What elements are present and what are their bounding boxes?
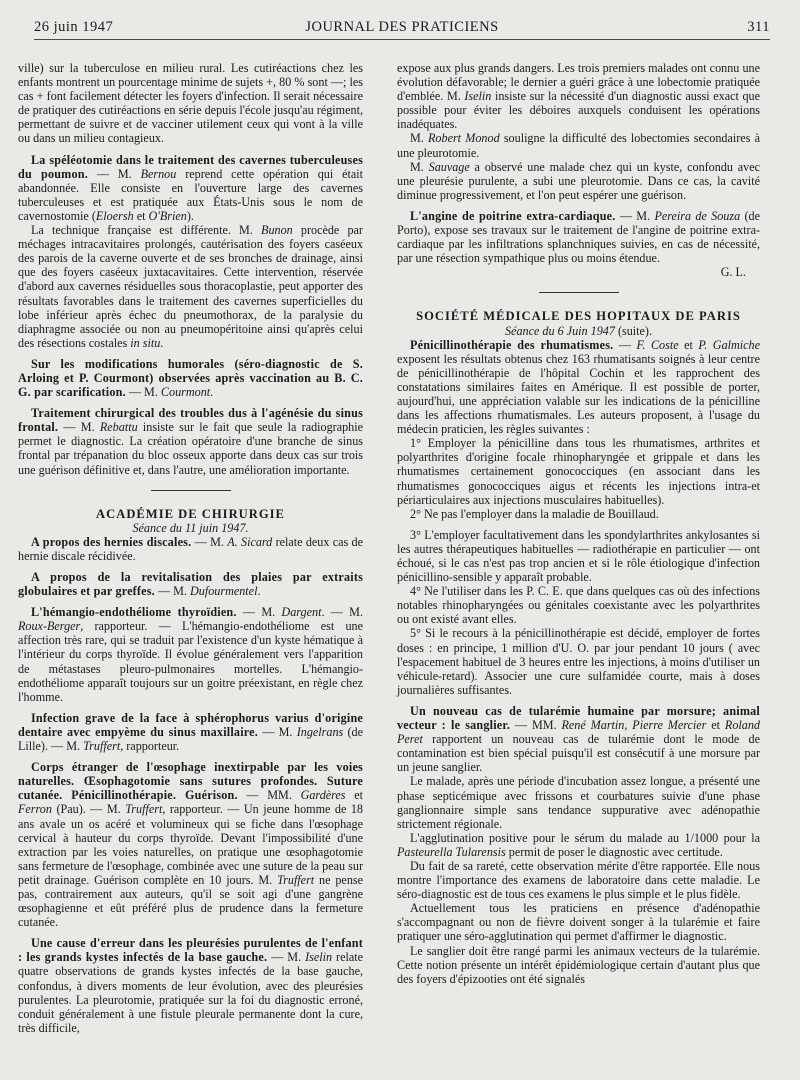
paragraph: M. Sauvage a observé une malade chez qui un kyste, confondu avec une pleurésie purulente, a subi une pleurotomie. Dans ce cas, la cavité diminue progressivement, et l'on peut espérer une guérison. — [397, 159, 760, 202]
paragraph: M. Robert Monod souligne la difficulté des lobectomies secondaires à une pleurotomie. — [397, 131, 760, 160]
article-title: Pénicillinothérapie des rhumatismes. — [410, 337, 614, 352]
rule-item: 3° L'employer facultativement dans les spondylarthrites ankylosantes si les autres thérapeutiques habituelles — radiothérapie en particulier — ont échoué, si le cas n'est pas trop ancien et si le rôle étiologique d'infection pénicillino-sensible y apparaît probable. — [397, 527, 760, 585]
section-divider — [539, 292, 619, 293]
author-name: Iselin — [464, 89, 492, 104]
author-name: Iselin — [305, 950, 333, 965]
article-infection: Infection grave de la face à sphérophorus varius d'origine dentaire avec empyème du sinus maxillaire. — M. Ingelrans (de Lille). — M. Truffert, rapporteur. — [18, 710, 364, 754]
section-title-societe: SOCIÉTÉ MÉDICALE DES HOPITAUX DE PARIS — [416, 309, 741, 324]
author-name: Pereira de Souza — [654, 208, 741, 223]
author-name: Bernou — [140, 166, 177, 181]
author-name: Dargent — [281, 605, 322, 620]
article-speleotomie: La spéléotomie dans le traitement des cavernes tuberculeuses du poumon. — M. Bernou reprend cette opération qui était abandonnée. Elle consiste en l'ouverture large des cavernes tuberculeuses et est pratiquée aux États-Unis sous le nom de cavernostomie (Eloersh et O'Brien). — [18, 152, 364, 223]
author-name: René Martin — [561, 718, 625, 733]
rule-item: 4° Ne l'utiliser dans les P. C. E. que dans quelques cas où des infections notables rhinopharyngées ou génitales coexistante avec les polyarthrites ou ont existé avant elles. — [397, 584, 760, 627]
article-title: Un nouveau cas de tularémie humaine par morsure; animal vecteur : le sanglier. — [397, 703, 760, 733]
reference-name: Eloersh — [95, 208, 134, 223]
article-title: L'angine de poitrine extra-cardiaque. — [410, 208, 616, 223]
paragraph: Le malade, après une période d'incubation assez longue, a présenté une phase septicémique avec frissons et courbatures suivie d'une phase ganglionnaire simple sans tendance suppurative avec adénopathie strictement régionale. — [397, 774, 760, 831]
running-head — [34, 17, 770, 40]
author-name: Truffert — [277, 872, 315, 887]
article-sinus: Traitement chirurgical des troubles dus à l'agénésie du sinus frontal. — M. Rebattu insiste sur le fait que seule la radiographie permet le diagnostic. La création opératoire d'une branche de sinus frontal par trépanation du bloc osseux apporte dans deux cas sur trois une guérison définitive et, dans l'autre, une amélioration importante. — [18, 406, 364, 477]
organism-name: Pasteurella Tularensis — [397, 844, 506, 859]
article-title: L'hémangio-endothéliome thyroïdien. — [31, 605, 237, 620]
journal-title: JOURNAL DES PRATICIENS — [305, 19, 499, 35]
author-name: Ingelrans — [296, 724, 344, 739]
article-title: Infection grave de la face à sphérophorus varius d'origine dentaire avec empyème du sinus maxillaire. — [18, 710, 363, 739]
paragraph: La technique française est différente. M. Bunon procède par méchages intracavitaires prolongés, cautérisation des foyers caséeux des parois de la caverne ouverte et de ses bronches de drainage, ainsi que des foyers caséeux juxtacavitaires. Cette intervention, réservée d'abord aux cavernes résiduelles sous thoracoplastie, peut apporter des résultats favorables dans le traitement des cavernes superficielles du lobe inférieur après échec du pneumothorax, de la paralysie du diaphragme associée ou non au pneumopéritoine ainsi qu'après celui des résections costales in situ. — [18, 223, 363, 350]
paragraph: Actuellement tous les praticiens en présence d'adénopathie s'accompagnant ou non de fièvre doivent songer à la tularémie et faire pratiquer une séro-agglutination qui permet d'affirmer le diagnostic. — [397, 901, 760, 944]
article-title: Corps étranger de l'œsophage inextirpable par les voies naturelles. Œsophagotomie sans sutures profondes. Suture cutanée. Pénicillinothérapie. Guérison. — [18, 760, 363, 803]
article-title: Traitement chirurgical des troubles dus à l'agénésie du sinus frontal. — [18, 406, 363, 435]
article-angine: L'angine de poitrine extra-cardiaque. — M. Pereira de Souza (de Porto), expose ses travaux sur le traitement de l'angine de poitrine extra-cardiaque par les infiltrations splanchniques suivies, en cas de nécessité, par une résection sympathique plus ou moins étendue. — [397, 208, 761, 266]
author-name: Pierre Mercier — [632, 718, 707, 733]
article-oesophage: Corps étranger de l'œsophage inextirpable par les voies naturelles. Œsophagotomie sans sutures profondes. Suture cutanée. Pénicillinothérapie. Guérison. — MM. Gardères et Ferron (Pau). — M. Truffert, rapporteur. — Un jeune homme de 18 ans avale un os acéré et volumineux qui se fiche dans l'œsophage cervical à hauteur du corps thyroïde. Devant l'impossibilité d'une extraction par les voies naturelles, on pratique une œsophagotomie sans fermeture de l'œsophage, combinée avec une suture de la peau sur petit drainage. Guérison complète en 10 jours. M. Truffert ne pense pas, contrairement aux auteurs, qu'il se soit agi d'une gangrène œsophagienne et eût préféré plus de prudence dans la fermeture cutanée. — [18, 760, 363, 930]
rule-item: 5° Si le recours à la pénicillinothérapie est décidé, employer de fortes doses : en principe, 1 million d'U. O. par jour pendant 10 jours ( avec l'espacement habituel de 3 heures entre les injections, à moins d'utiliser un véhicule-retard). Associer une cure sulfamidée courte, mais à doses journalières suffisantes. — [397, 626, 760, 697]
author-name: Dufourmentel — [190, 584, 258, 599]
header-date: 26 juin 1947 — [34, 19, 114, 35]
article-hemangio: L'hémangio-endothéliome thyroïdien. — M. Dargent. — M. Roux-Berger, rapporteur. — L'hémangio-endothéliome est une affection très rare, qui se traduit par l'existence d'un kyste hématique à l'intérieur du corps thyroïde. Il évolue généralement vers l'apparition de métastases pleuro-pulmonaires mortelles. L'hémangio-endothéliome apparaît toujours sur un goitre préexistant, en règle chez l'homme. — [18, 605, 363, 704]
author-name: Roland Peret — [397, 718, 760, 747]
article-penicillinotherapie: Pénicillinothérapie des rhumatismes. — F. Coste et P. Galmiche exposent les résultats obtenus chez 163 rhumatisants soignés à leur centre de pénicillinothérapie de l'hôpital Cochin et les rapprochent des constatations similaires faites en Amérique. Il est possible de porter, aujourd'hui, une appréciation valable sur les indications de la pénicilline dans les affections rhumatismales. Les auteurs proposent, à l'usage du médecin praticien, les règles suivantes : — [397, 337, 761, 437]
paragraph: expose aux plus grands dangers. Les trois premiers malades ont connu une évolution défavorable; le dernier a guéri grâce à une lobectomie pratiquée d'emblée. M. Iselin insiste sur la nécessité d'un diagnostic aussi exact que possible pour éviter les déboires auxquels conduisent les opérations inadéquates. — [397, 61, 760, 132]
paragraph: Le sanglier doit être rangé parmi les animaux vecteurs de la tularémie. Cette notion présente un intérêt épidémiologique certain d'autant plus que des foyers d'épizooties ont été signalés — [397, 943, 760, 986]
article-tularemie: Un nouveau cas de tularémie humaine par morsure; animal vecteur : le sanglier. — MM. René Martin, Pierre Mercier et Roland Peret rapportent un nouveau cas de tularémie dont le mode de contamination est bien spécial puisqu'il est consécutif à une morsure par un jeune sanglier. — [397, 703, 760, 775]
author-name: Truffert — [83, 739, 121, 754]
right-column — [397, 61, 760, 986]
article-greffes: A propos de la revitalisation des plaies par extraits globulaires et par greffes. — M. Dufourmentel. — [18, 570, 363, 599]
signature: G. L. — [720, 265, 746, 280]
article-title: Une cause d'erreur dans les pleurésies purulentes de l'enfant : les grands kystes infectés de la base gauche. — [18, 936, 363, 965]
left-column — [18, 61, 363, 1035]
article-title: La spéléotomie dans le traitement des cavernes tuberculeuses du poumon. — [18, 152, 363, 181]
article-title: A propos de la revitalisation des plaies par extraits globulaires et par greffes. — [18, 570, 363, 599]
author-name: F. Coste — [636, 337, 679, 352]
article-title: Sur les modifications humorales (séro-diagnostic de S. Arloing et P. Courmont) observées après vaccination au B. C. G. par scarification. — [18, 356, 363, 400]
section-divider — [151, 490, 231, 491]
rule-item: 2° Ne pas l'employer dans la maladie de Bouillaud. — [410, 506, 659, 521]
author-name: A. Sicard — [227, 534, 273, 549]
author-name: Roux-Berger — [18, 619, 81, 634]
article-hernies: A propos des hernies discales. — M. A. Sicard relate deux cas de hernie discale récidivée. — [18, 534, 364, 563]
author-name: Ferron — [18, 802, 52, 817]
author-name: Robert Monod — [428, 131, 500, 146]
author-name: Sauvage — [428, 159, 470, 174]
author-name: Truffert — [125, 802, 163, 817]
seance-date: 6 Juin 1947 — [557, 323, 615, 338]
seance-line: Séance du 11 juin 1947. — [132, 520, 249, 535]
author-name: Courmont — [160, 385, 211, 400]
reference-name: O'Brien — [148, 208, 187, 223]
author-name: Rebattu — [99, 420, 138, 435]
article-sero: Sur les modifications humorales (séro-diagnostic de S. Arloing et P. Courmont) observées après vaccination au B. C. G. par scarification. — M. Courmont. — [18, 356, 363, 400]
article-title: A propos des hernies discales. — [31, 534, 192, 549]
section-title-academie: ACADÉMIE DE CHIRURGIE — [96, 506, 285, 521]
seance-date: 11 juin 1947 — [185, 520, 246, 535]
author-name: P. Galmiche — [698, 337, 761, 352]
rule-item: 1° Employer la pénicilline dans tous les rhumatismes, arthrites et polyarthrites d'origine focale rhinopharyngée et grippale et dans les rhumatismes certainement gonococciques (en associant dans les rhumatismes gonococciques aigus et récents les injections intra-et périarticulaires aux injections musculaires habituelles). — [397, 436, 760, 507]
paragraph: Du fait de sa rareté, cette observation mérite d'être rapportée. Elle nous montre l'importance des examens de laboratoire dans cette maladie. Le séro-diagnostic est de tous ces examens le plus simple et le plus fidèle. — [397, 858, 760, 902]
page-number: 311 — [747, 19, 770, 35]
author-name: Bunon — [261, 223, 293, 238]
author-name: Gardères — [300, 788, 346, 803]
paragraph: L'agglutination positive pour le sérum du malade au 1/1000 pour la Pasteurella Tularensis permit de poser le diagnostic avec certitude. — [397, 830, 760, 859]
paragraph: ville) sur la tuberculose en milieu rural. Les cutiréactions chez les enfants montrent un pourcentage minime de sujets +, 80 % sont —; les cas + font facilement détecter les foyers d'infection. Il serait nécessaire de pratiquer des cutiréactions en série depuis l'école jusqu'au régiment, permettant de suivre et de vacciner utilement ceux qui vont à la ville ou dans un milieu contagieux. — [18, 61, 363, 146]
article-erreur: Une cause d'erreur dans les pleurésies purulentes de l'enfant : les grands kystes infectés de la base gauche. — M. Iselin relate quatre observations de grands kystes infectés de la base gauche, confondus, à divers moments de leur évolution, avec des pleurésies purulentes. La pleurotomie, pratiquée sur la foi du diagnostic erroné, conduit généralement à une fistule pleurale permanente dont la cure, très difficile, — [18, 936, 364, 1035]
seance-line: Séance du 6 Juin 1947 (suite). — [504, 323, 652, 338]
